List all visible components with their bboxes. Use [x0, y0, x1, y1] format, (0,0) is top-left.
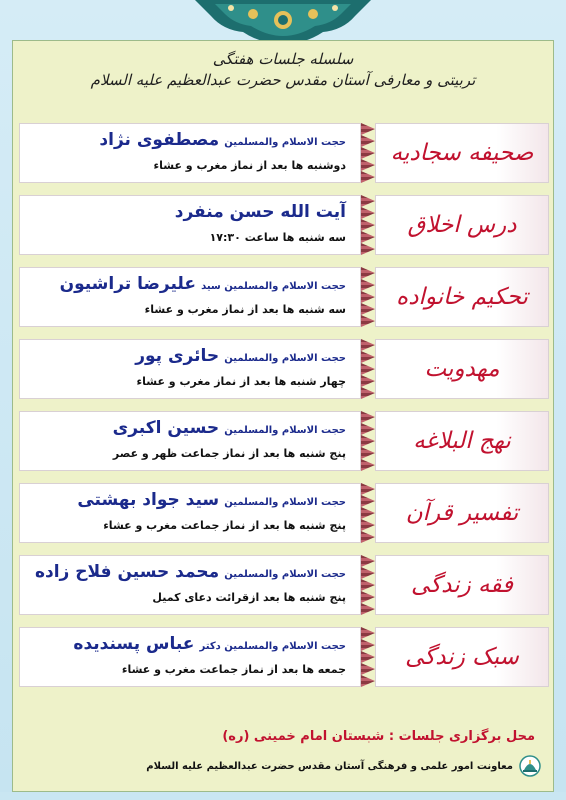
speaker-title: حجت الاسلام والمسلمین دکتر — [199, 641, 346, 652]
session-time: چهار شنبه ها بعد از نماز مغرب و عشاء — [136, 375, 346, 388]
header — [13, 49, 553, 91]
session-topic: تحکیم خانواده — [396, 284, 528, 310]
series-title: سلسله جلسات هفتگی — [212, 50, 354, 68]
speaker-name: عباس پسندیده — [73, 634, 195, 654]
speaker — [26, 272, 346, 299]
speaker — [26, 128, 346, 155]
session-topic: مهدویت — [424, 356, 500, 382]
session-time: پنج شنبه ها بعد از نماز جماعت مغرب و عشاء — [103, 519, 346, 532]
session-info — [19, 267, 361, 327]
session-topic-cell — [375, 267, 549, 327]
session-topic: فقه زندگی — [411, 572, 513, 598]
speaker-name: محمد حسین فلاح زاده — [34, 562, 220, 582]
session-info — [19, 627, 361, 687]
speaker — [26, 560, 346, 587]
speaker — [26, 488, 346, 515]
session-info — [19, 339, 361, 399]
session-info — [19, 195, 361, 255]
session-row — [19, 555, 549, 615]
session-row — [19, 195, 549, 255]
speaker-name: آیت الله حسن منفرد — [174, 202, 346, 222]
session-topic-cell — [375, 627, 549, 687]
session-row — [19, 339, 549, 399]
session-topic-cell — [375, 411, 549, 471]
speaker-name: علیرضا تراشیون — [59, 274, 196, 294]
session-topic-cell — [375, 339, 549, 399]
speaker-title: حجت الاسلام والمسلمین — [224, 353, 346, 364]
session-topic: درس اخلاق — [407, 212, 517, 238]
speaker — [26, 416, 346, 443]
divider-ornament — [361, 339, 375, 399]
session-info — [19, 123, 361, 183]
session-topic-cell — [375, 483, 549, 543]
series-subtitle: تربیتی و معارفی آستان مقدس حضرت عبدالعظیم علیه السلام — [90, 71, 476, 89]
session-time: پنج شنبه ها بعد از نماز جماعت ظهر و عصر — [112, 447, 346, 460]
speaker-title: حجت الاسلام والمسلمین — [224, 569, 346, 580]
session-topic-cell — [375, 555, 549, 615]
divider-ornament — [361, 555, 375, 615]
speaker-name: مصطفوی نژاد — [99, 130, 220, 150]
session-topic: صحیفه سجادیه — [390, 140, 534, 166]
divider-ornament — [361, 267, 375, 327]
bottom-band — [0, 792, 566, 800]
session-time: دوشنبه ها بعد از نماز مغرب و عشاء — [153, 159, 346, 172]
session-time: سه شنبه ها ساعت ۱۷:۳۰ — [209, 231, 346, 244]
ornament-icon — [195, 0, 371, 44]
venue-text: محل برگزاری جلسات : شبستان امام خمینی (ره) — [222, 729, 535, 744]
session-row — [19, 483, 549, 543]
divider-ornament — [361, 627, 375, 687]
speaker-title: حجت الاسلام والمسلمین — [224, 425, 346, 436]
speaker-title: حجت الاسلام والمسلمین — [224, 137, 346, 148]
session-info — [19, 555, 361, 615]
session-topic: تفسیر قرآن — [405, 500, 519, 526]
divider-ornament — [361, 411, 375, 471]
speaker — [26, 632, 346, 659]
speaker — [26, 200, 346, 227]
session-info — [19, 483, 361, 543]
content-frame — [12, 40, 554, 792]
session-time: جمعه ها بعد از نماز جماعت مغرب و عشاء — [121, 663, 346, 676]
session-time: پنج شنبه ها بعد ازقرائت دعای کمیل — [152, 591, 346, 604]
speaker-name: حائری پور — [135, 346, 220, 366]
session-topic: نهج البلاغه — [413, 428, 511, 454]
session-row — [19, 627, 549, 687]
session-info — [19, 411, 361, 471]
credit-text: معاونت امور علمی و فرهنگی آستان مقدس حضرت عبدالعظیم علیه السلام — [146, 761, 513, 772]
speaker-name: حسین اکبری — [112, 418, 220, 438]
speaker-title: حجت الاسلام والمسلمین — [224, 497, 346, 508]
speaker-name: سید جواد بهشتی — [77, 490, 220, 510]
session-row — [19, 123, 549, 183]
session-row — [19, 411, 549, 471]
divider-ornament — [361, 483, 375, 543]
session-topic: سبک زندگی — [405, 644, 519, 670]
speaker-title: حجت الاسلام والمسلمین سید — [201, 281, 346, 292]
session-row — [19, 267, 549, 327]
session-topic-cell — [375, 195, 549, 255]
session-time: سه شنبه ها بعد از نماز مغرب و عشاء — [144, 303, 346, 316]
divider-ornament — [361, 195, 375, 255]
session-topic-cell — [375, 123, 549, 183]
divider-ornament — [361, 123, 375, 183]
speaker — [26, 344, 346, 371]
